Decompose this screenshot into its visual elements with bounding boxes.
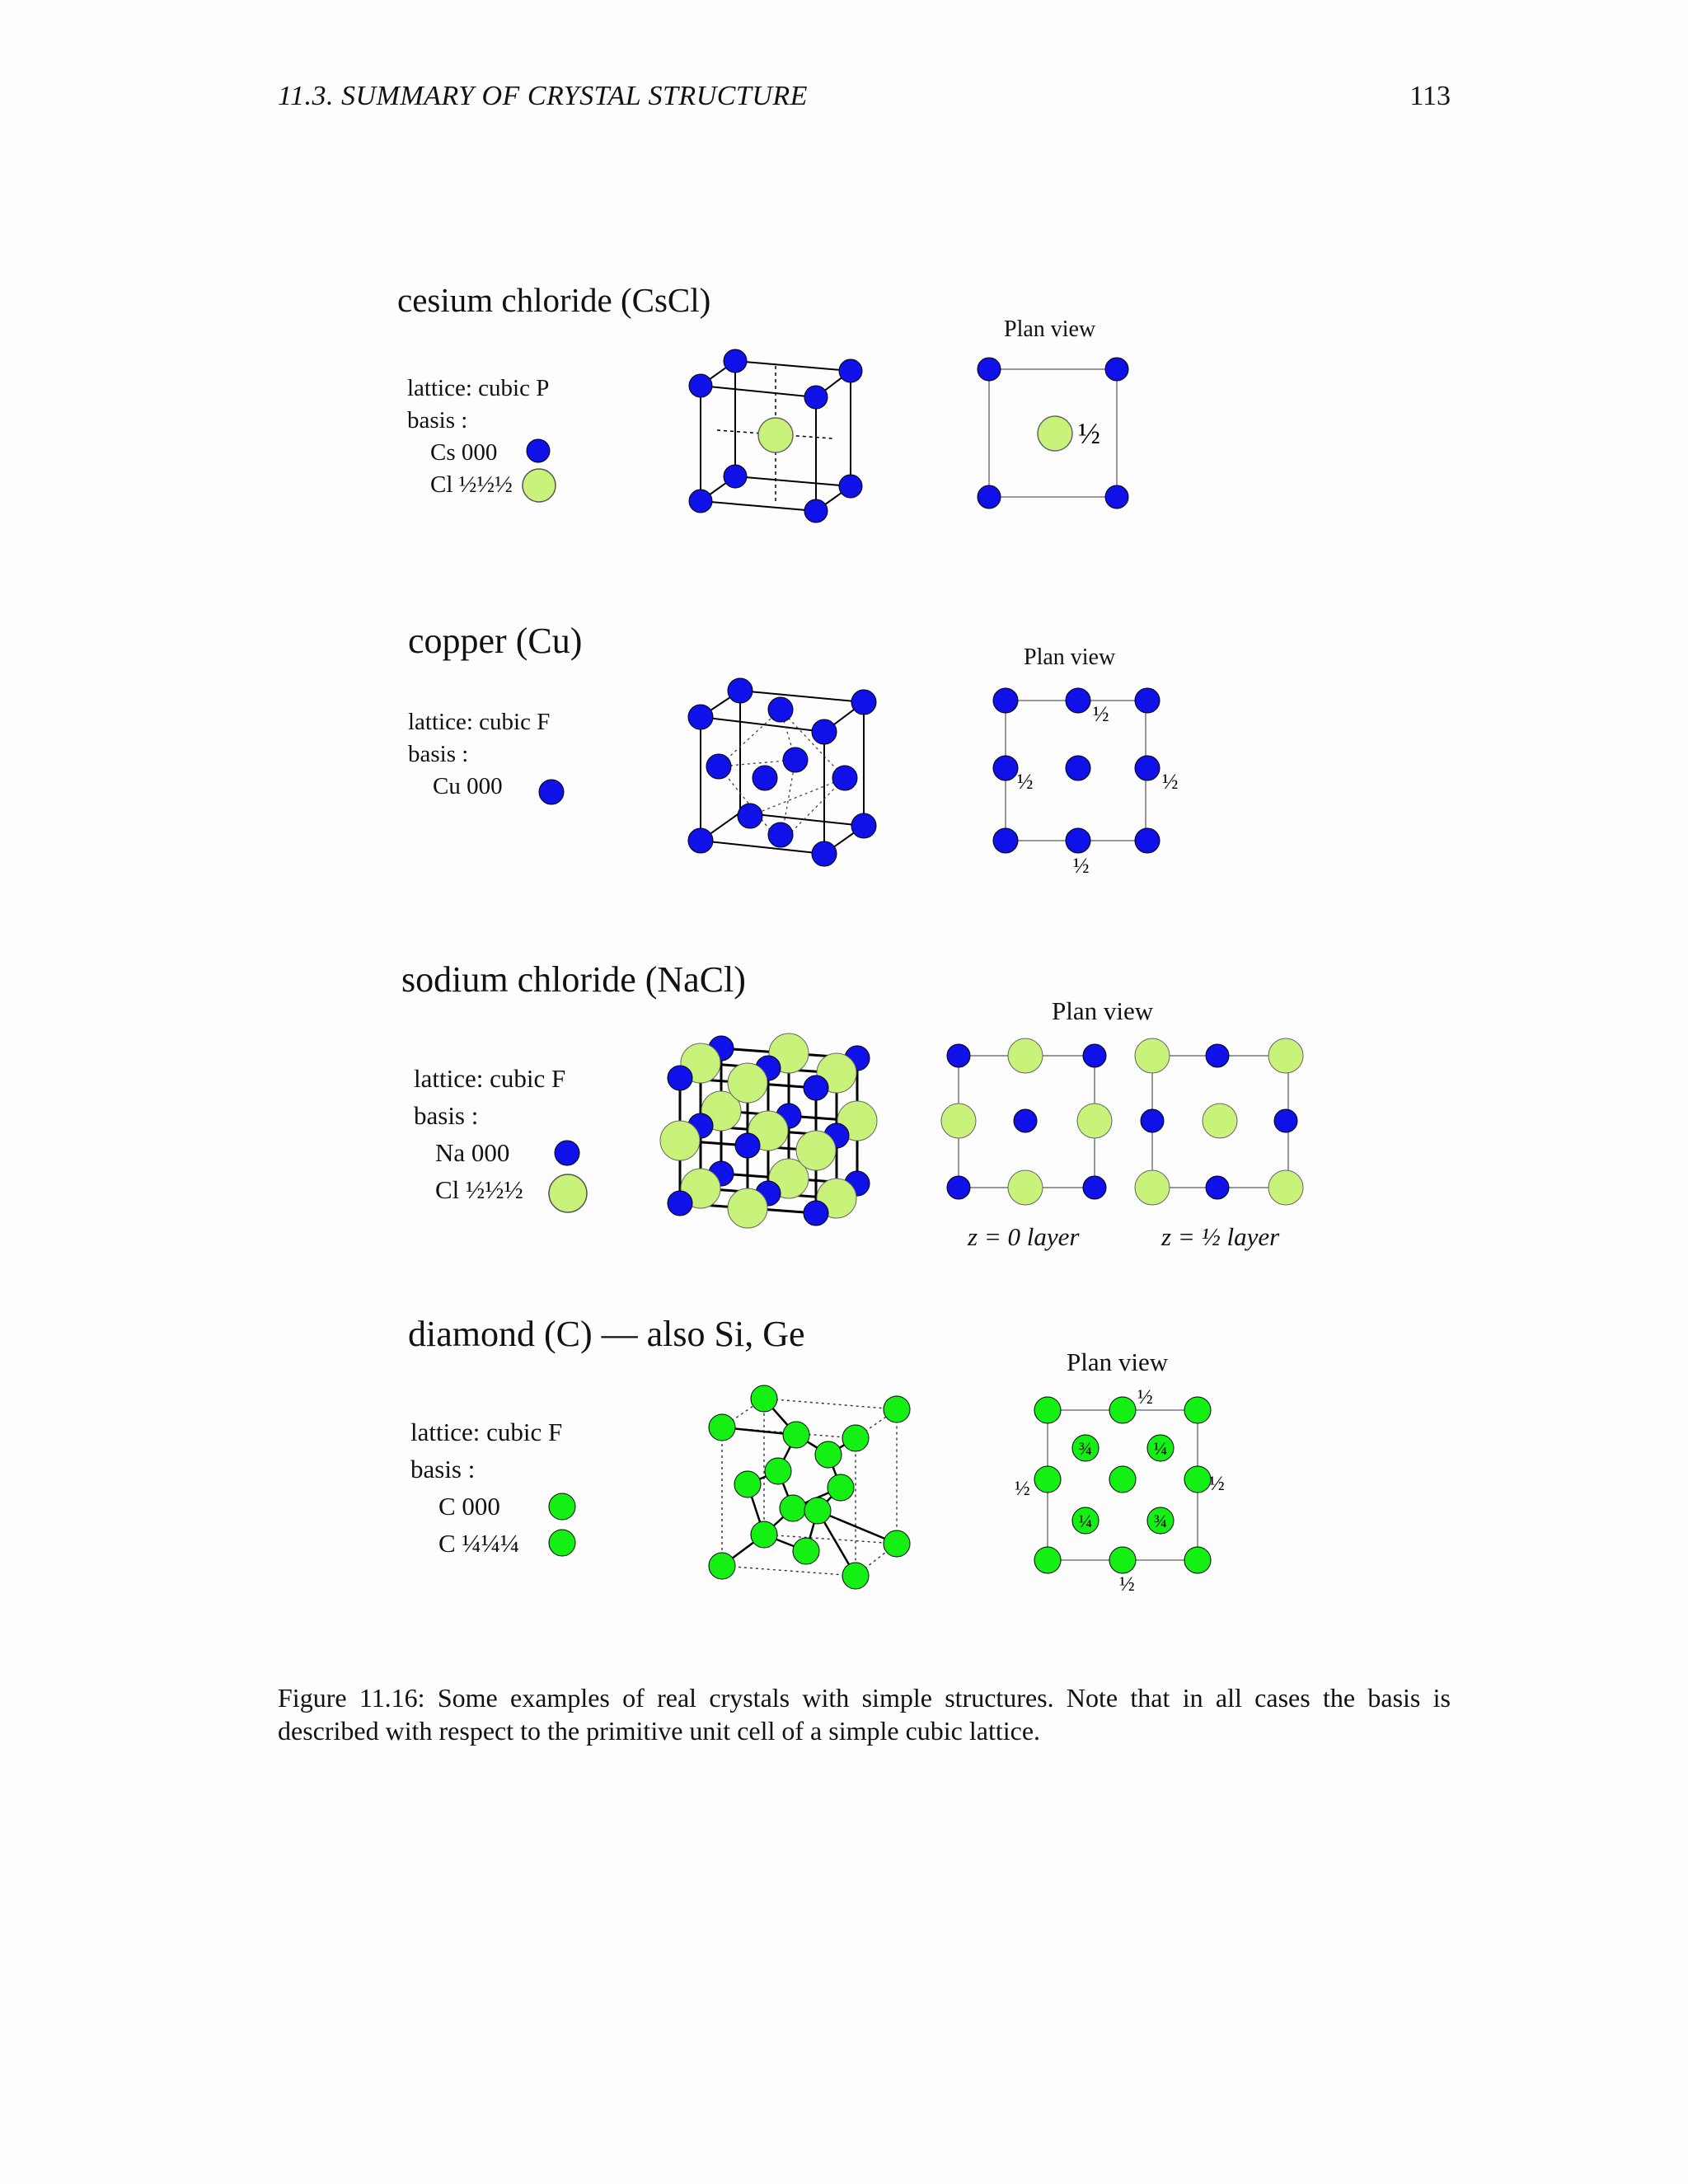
- diamond-legend-markers: [544, 1490, 585, 1572]
- copper-half-top: ½: [1093, 702, 1109, 726]
- diamond-inner-3q-1: ¾: [1078, 1438, 1093, 1459]
- copper-unit-cell: [684, 674, 882, 872]
- nacl-unit-cell: [655, 1030, 878, 1253]
- cscl-lattice: lattice: cubic P: [407, 375, 550, 401]
- nacl-zhalf-label: z = ½ layer: [1161, 1222, 1280, 1251]
- diamond-title: diamond (C) — also Si, Ge: [408, 1314, 805, 1354]
- cl-atom: [758, 418, 793, 452]
- copper-plan-view: [989, 684, 1187, 882]
- nacl-plan-z-half: [1129, 1034, 1352, 1216]
- nacl-z0-label: z = 0 layer: [968, 1222, 1080, 1251]
- nacl-atom-2: Cl ½½½: [435, 1175, 523, 1204]
- nacl-legend-markers: [544, 1131, 602, 1213]
- copper-info: [408, 706, 550, 803]
- diamond-plan-view-label: Plan view: [1067, 1347, 1169, 1376]
- na-legend-marker: [555, 1141, 579, 1165]
- diamond-plan-view: [1010, 1380, 1232, 1595]
- diamond-info: [410, 1413, 562, 1562]
- cscl-atom-2: Cl ½½½: [430, 471, 513, 498]
- cscl-atom-1: Cs 000: [430, 439, 498, 466]
- nacl-basis: basis :: [414, 1101, 479, 1130]
- c-legend-marker-1: [549, 1493, 575, 1520]
- nacl-lattice: lattice: cubic F: [414, 1064, 566, 1093]
- copper-half-left: ½: [1017, 770, 1034, 794]
- copper-plan-view-label: Plan view: [1024, 644, 1116, 670]
- running-title: 11.3. SUMMARY OF CRYSTAL STRUCTURE: [278, 81, 808, 111]
- cscl-unit-cell: [684, 346, 865, 536]
- copper-half-right: ½: [1162, 770, 1179, 794]
- nacl-title: sodium chloride (NaCl): [401, 959, 746, 1000]
- copper-half-bottom: ½: [1073, 854, 1090, 878]
- page-header: [278, 81, 1451, 122]
- nacl-plan-view-label: Plan view: [1052, 996, 1154, 1025]
- c-legend-marker-2: [549, 1530, 575, 1556]
- diamond-unit-cell: [701, 1380, 923, 1603]
- diamond-atom-1: C 000: [438, 1492, 500, 1521]
- diamond-inner-1q-1: ¼: [1153, 1438, 1168, 1459]
- nacl-info: [414, 1060, 565, 1208]
- cl-legend-marker: [549, 1174, 587, 1212]
- cscl-basis: basis :: [407, 407, 468, 434]
- cscl-legend-markers: [511, 429, 560, 511]
- cu-legend-marker: [536, 776, 569, 808]
- cscl-plan-view: [973, 354, 1137, 511]
- cscl-plan-view-label: Plan view: [1004, 316, 1096, 342]
- diamond-lattice: lattice: cubic F: [410, 1418, 563, 1446]
- diamond-inner-1q-2: ¼: [1078, 1511, 1093, 1531]
- diamond-half-right: ½: [1209, 1473, 1225, 1495]
- cscl-plan-half-label: ½: [1078, 417, 1100, 450]
- figure-caption: Figure 11.16: Some examples of real crystals with simple structures. Note that in all cases the basis is described with respect to the primitive unit cell of a simple cubic lattice.: [278, 1683, 1451, 1746]
- nacl-atom-1: Na 000: [435, 1138, 510, 1167]
- copper-title: copper (Cu): [408, 621, 583, 661]
- copper-basis: basis :: [408, 741, 469, 767]
- copper-lattice: lattice: cubic F: [408, 709, 551, 735]
- diamond-basis: basis :: [410, 1455, 476, 1483]
- diamond-half-bottom: ½: [1119, 1573, 1135, 1596]
- cscl-title: cesium chloride (CsCl): [397, 281, 711, 319]
- diamond-inner-3q-2: ¾: [1153, 1511, 1168, 1531]
- diamond-atom-2: C ¼¼¼: [438, 1529, 520, 1558]
- page-number: 113: [1409, 81, 1451, 111]
- cl-legend-marker: [523, 469, 556, 502]
- diamond-half-top: ½: [1137, 1386, 1153, 1408]
- copper-atom-1: Cu 000: [433, 773, 503, 799]
- cs-legend-marker: [527, 439, 550, 462]
- nacl-plan-z0: [935, 1034, 1158, 1216]
- diamond-half-left: ½: [1015, 1478, 1030, 1500]
